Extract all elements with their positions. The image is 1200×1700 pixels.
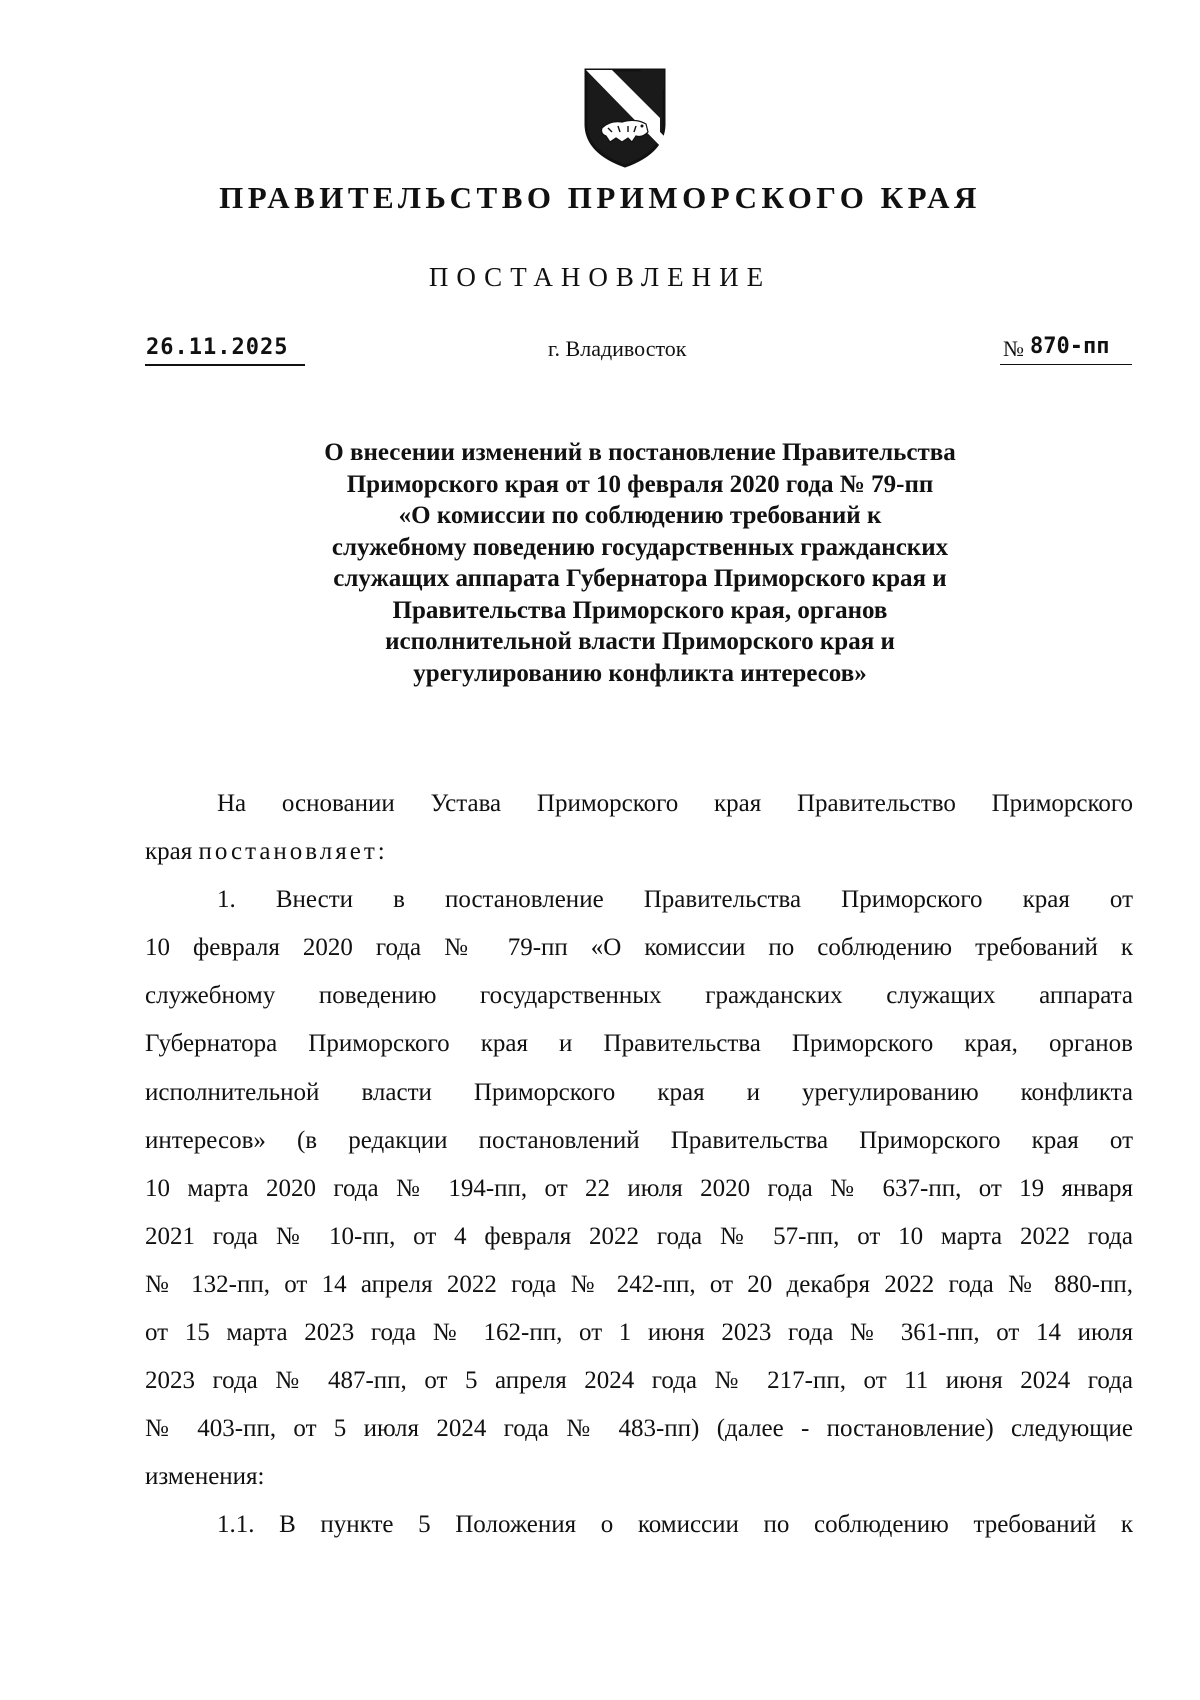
clause-line: № 403-пп, от 5 июля 2024 года № 483-пп) (далее - постановление) следующие — [145, 1415, 1133, 1443]
document-body — [145, 780, 1133, 1550]
document-type: ПОСТАНОВЛЕНИЕ — [428, 262, 772, 292]
clause-line: исполнительной власти Приморского края и урегулированию конфликта — [145, 1078, 1133, 1106]
subject-line: Приморского края от 10 февраля 2020 года № 79-пп — [346, 470, 934, 498]
document-number: 870-пп — [1030, 334, 1110, 359]
clause-line: 1. Внести в постановление Правительства Приморского края от — [217, 886, 1133, 914]
subject-line: урегулированию конфликта интересов» — [413, 659, 867, 687]
clause-line: 2023 года № 487-пп, от 5 апреля 2024 года № 217-пп, от 11 июня 2024 года — [145, 1367, 1133, 1395]
number-underline — [1000, 364, 1132, 365]
clause-line: интересов» (в редакции постановлений Правительства Приморского края от — [145, 1126, 1133, 1154]
clause-line: от 15 марта 2023 года № 162-пп, от 1 июня 2023 года № 361-пп, от 14 июля — [145, 1319, 1133, 1347]
subject-line: исполнительной власти Приморского края и — [385, 628, 895, 655]
document-date: 26.11.2025 — [146, 335, 289, 360]
clause-line: изменения: — [145, 1463, 265, 1491]
clause-line: Губернатора Приморского края и Правительства Приморского края, органов — [145, 1030, 1133, 1058]
clause-line: 10 февраля 2020 года № 79-пп «О комиссии по соблюдению требований к — [145, 934, 1133, 962]
resolves-word: постановляет: — [198, 838, 388, 866]
preamble-line — [145, 828, 1133, 876]
subclause-line: 1.1. В пункте 5 Положения о комиссии по соблюдению требований к — [217, 1511, 1133, 1539]
clause-line: № 132-пп, от 14 апреля 2022 года № 242-пп, от 20 декабря 2022 года № 880-пп, — [145, 1270, 1133, 1298]
subject-line: служащих аппарата Губернатора Приморского края и — [333, 565, 947, 592]
government-title: ПРАВИТЕЛЬСТВО ПРИМОРСКОГО КРАЯ — [219, 180, 981, 215]
subject-line: О внесении изменений в постановление Правительства — [324, 439, 956, 466]
document-subject — [250, 437, 1030, 689]
subject-line: «О комиссии по соблюдению требований к — [398, 502, 882, 529]
preamble-text: края — [145, 838, 199, 866]
preamble-line: На основании Устава Приморского края Правительство Приморского — [217, 790, 1133, 817]
coat-of-arms-icon — [582, 66, 668, 170]
document-city: г. Владивосток — [548, 336, 687, 361]
subject-line: Правительства Приморского края, органов — [392, 596, 888, 624]
number-label: № — [1003, 336, 1024, 361]
clause-line: служебному поведению государственных гражданских служащих аппарата — [145, 982, 1133, 1010]
clause-line: 10 марта 2020 года № 194-пп, от 22 июля 2020 года № 637-пп, от 19 января — [145, 1174, 1133, 1202]
date-underline — [145, 364, 305, 366]
clause-line: 2021 года № 10-пп, от 4 февраля 2022 года № 57-пп, от 10 марта 2022 года — [145, 1222, 1133, 1250]
subject-line: служебному поведению государственных гражданских — [331, 533, 949, 561]
